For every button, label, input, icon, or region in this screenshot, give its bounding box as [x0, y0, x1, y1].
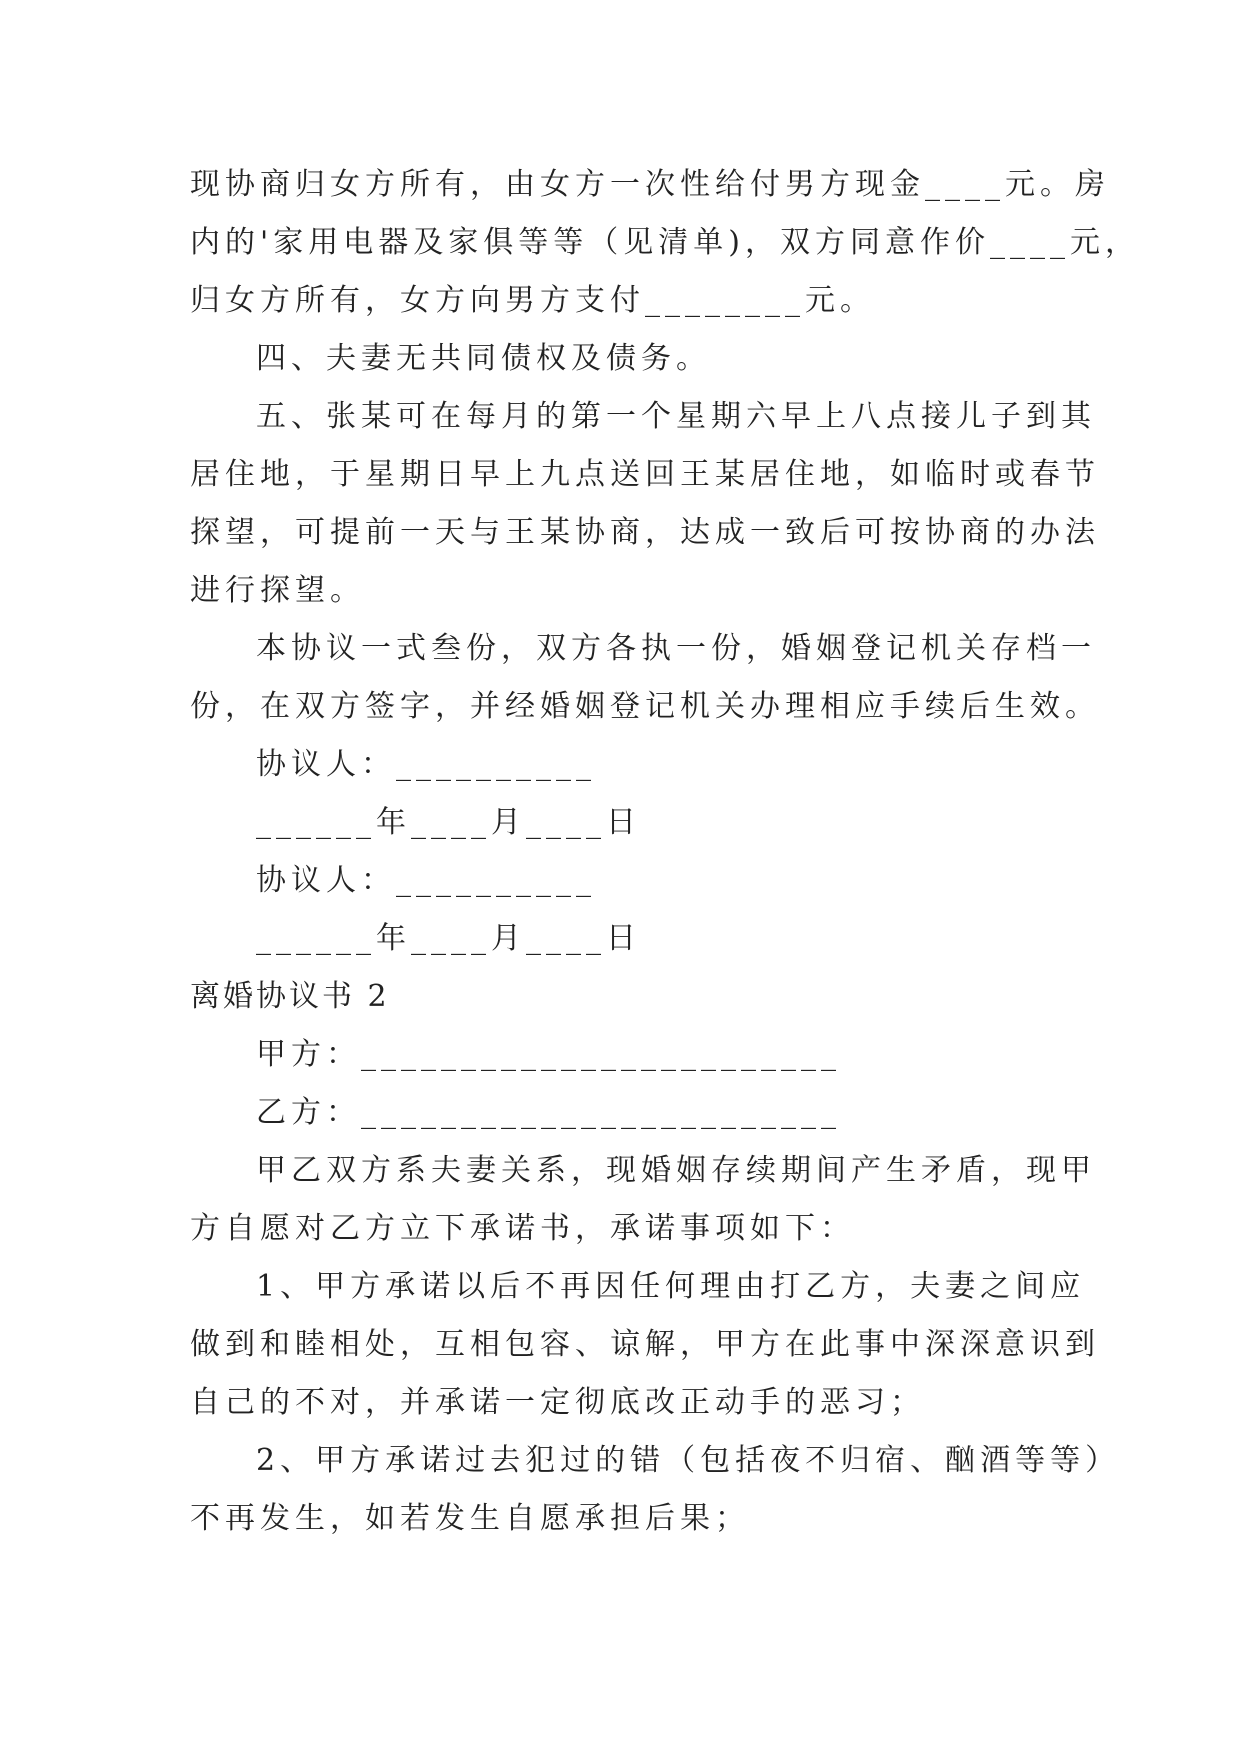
text-line: 不再发生，如若发生自愿承担后果；	[190, 1501, 750, 1536]
text-line: 内的'家用电器及家俱等等（见清单)，双方同意作价____元，	[190, 225, 1140, 260]
date-line: ______年____月____日	[256, 921, 641, 956]
promise-one: 1、甲方承诺以后不再因任何理由打乙方，夫妻之间应	[256, 1269, 1086, 1304]
party-a-line: 甲方：________________________	[256, 1037, 841, 1072]
signatory-line: 协议人：__________	[256, 863, 596, 898]
section-title: 离婚协议书 2	[190, 979, 390, 1014]
party-b-line: 乙方：________________________	[256, 1095, 841, 1130]
text-line: 自己的不对，并承诺一定彻底改正动手的恶习；	[190, 1385, 925, 1420]
closing-paragraph: 本协议一式叁份，双方各执一份，婚姻登记机关存档一	[256, 631, 1096, 666]
text-line: 份，在双方签字，并经婚姻登记机关办理相应手续后生效。	[190, 689, 1100, 724]
intro-paragraph: 甲乙双方系夫妻关系，现婚姻存续期间产生矛盾，现甲	[256, 1153, 1096, 1188]
date-line: ______年____月____日	[256, 805, 641, 840]
text-line: 归女方所有，女方向男方支付________元。	[190, 283, 875, 318]
clause-five: 五、张某可在每月的第一个星期六早上八点接儿子到其	[256, 399, 1096, 434]
signatory-line: 协议人：__________	[256, 747, 596, 782]
document-page	[190, 156, 1140, 1548]
text-line: 现协商归女方所有，由女方一次性给付男方现金____元。房	[190, 167, 1110, 202]
text-line: 方自愿对乙方立下承诺书，承诺事项如下：	[190, 1211, 855, 1246]
text-line: 做到和睦相处，互相包容、谅解，甲方在此事中深深意识到	[190, 1327, 1100, 1362]
text-line: 居住地，于星期日早上九点送回王某居住地，如临时或春节	[190, 457, 1100, 492]
clause-four: 四、夫妻无共同债权及债务。	[256, 341, 711, 376]
promise-two: 2、甲方承诺过去犯过的错（包括夜不归宿、酗酒等等）	[256, 1443, 1121, 1478]
text-line: 探望，可提前一天与王某协商，达成一致后可按协商的办法	[190, 515, 1100, 550]
text-line: 进行探望。	[190, 573, 365, 608]
